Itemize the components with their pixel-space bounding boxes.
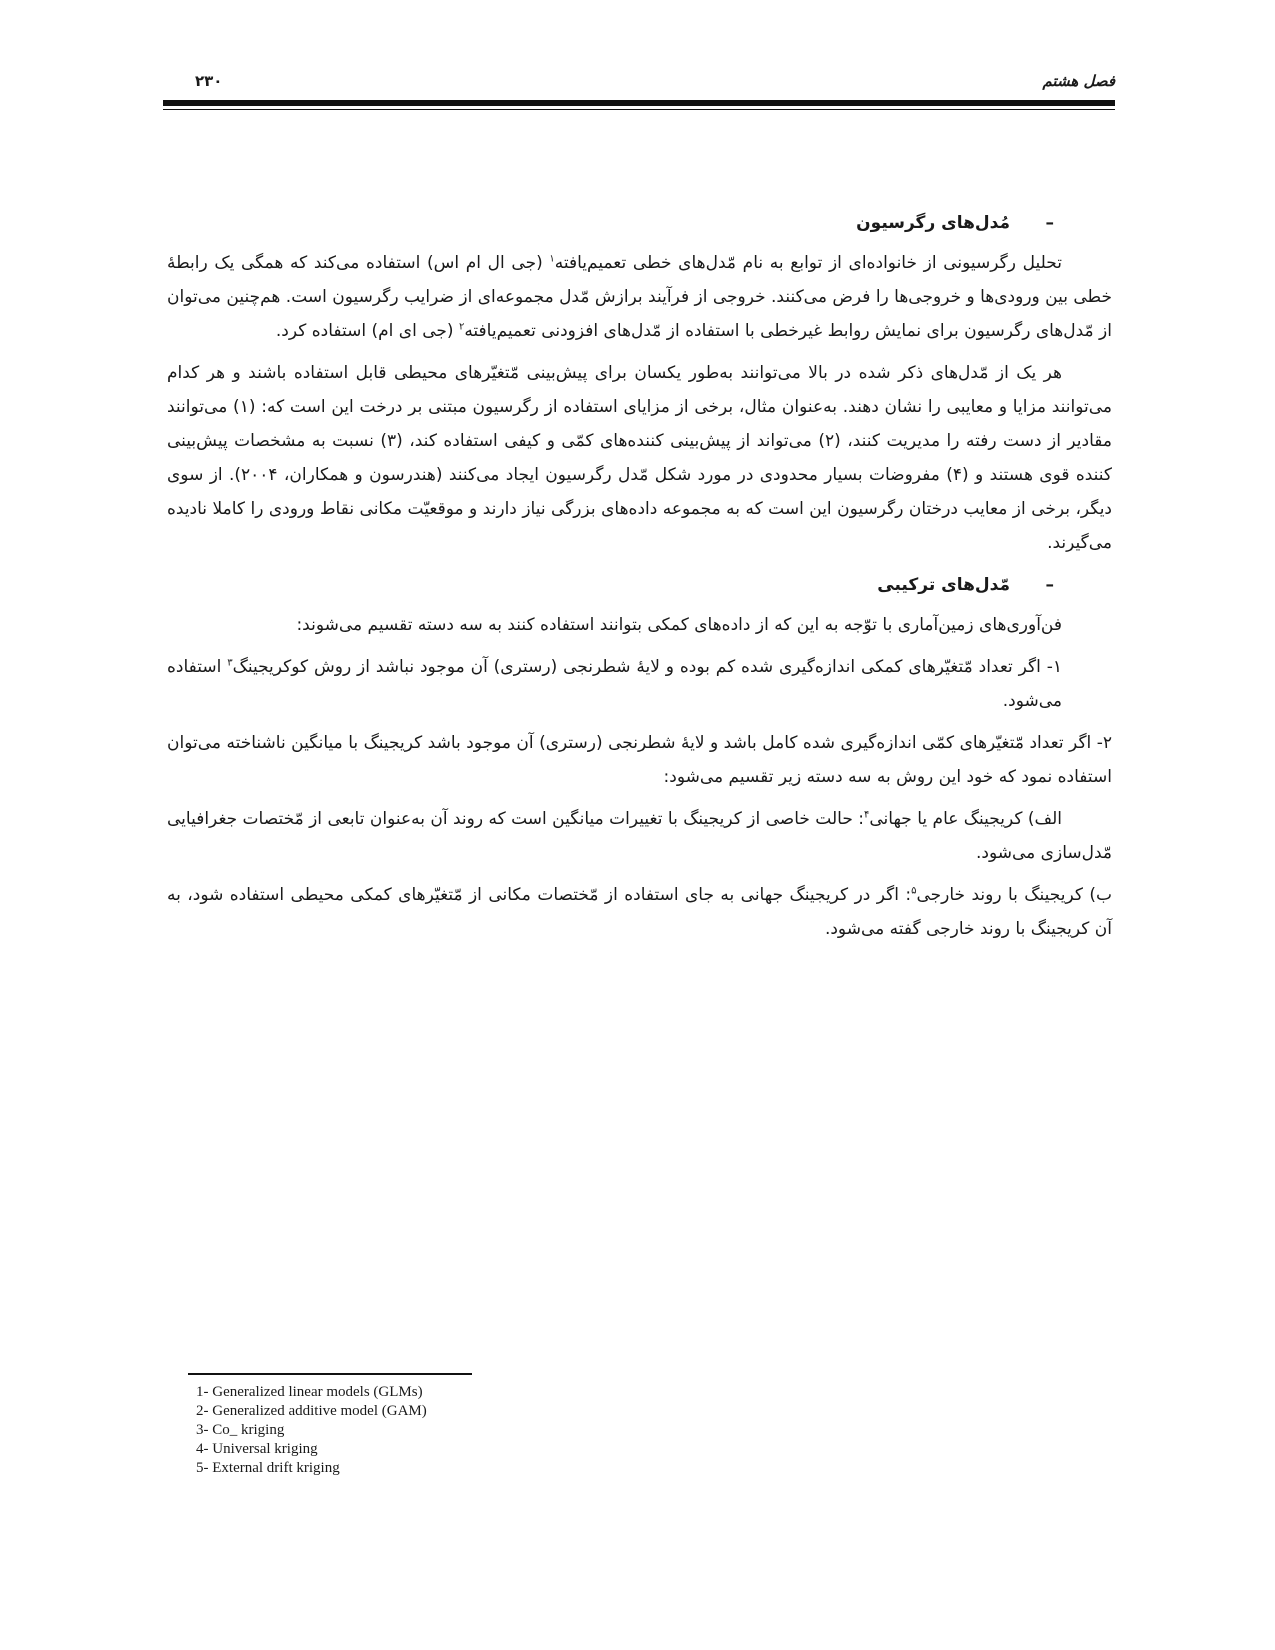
chapter-title: فصل هشتم: [1042, 72, 1115, 90]
heading-text: مّدل‌های ترکیبی: [877, 575, 1010, 595]
list-item-1: [167, 650, 1112, 718]
text-run: ب) کریجینگ با روند خارجی: [916, 885, 1112, 905]
list-item-2: ۲- اگر تعداد مّتغیّرهای کمّی اندازه‌گیری شده کامل باشد و لایهٔ شطرنجی (رستری) آن موجود باشد کریجینگ با میانگین ناشناخته می‌توان استفاده نمود که خود این روش به سه دسته زیر تقسیم می‌شود:: [167, 733, 1112, 787]
page-number: ۲۳۰: [195, 72, 223, 90]
text-run: استفاده می‌شود.: [167, 657, 1062, 711]
footnote-4: 4- Universal kriging: [196, 1441, 318, 1457]
header-rule-thick: [163, 100, 1115, 106]
footnote-5: 5- External drift kriging: [196, 1460, 340, 1476]
paragraph-alef: [167, 802, 1112, 870]
text-run: (جی ال ام اس) استفاده می‌کند که همگی یک رابطهٔ خطی بین ورودی‌ها و خروجی‌ها را فرض می‌کنند. خروجی از فرآیند برازش مّدل مجموعه‌ای از ضرایب رگرسیون است. هم‌چنین می‌توان از مّدل‌های رگرسیون برای نمایش روابط غیرخطی با استفاده از مّدل‌های افزودنی تعمیم‌یافته: [167, 253, 1112, 341]
paragraph-be: [167, 878, 1112, 946]
footnote-ref: ۵: [911, 885, 917, 897]
paragraph-regression-2: هر یک از مّدل‌های ذکر شده در بالا می‌توانند به‌طور یکسان برای پیش‌بینی مّتغیّرهای محیطی قابل استفاده باشند و هر کدام می‌توانند مزایا و معایبی را نشان دهند. به‌عنوان مثال، برخی از مزایای استفاده از رگرسیون مبتنی بر درخت این است که: (۱) می‌توانند مقادیر از دست رفته را مدیریت کنند، (۲) می‌تواند از پیش‌بینی کننده‌های کمّی و کیفی استفاده کند، (۳) نسبت به مشخصات پیش‌بینی کننده قوی هستند و (۴) مفروضات بسیار محدودی در مورد شکل مّدل رگرسیون ایجاد می‌کنند (هندرسون و همکاران، ۲۰۰۴). از سوی دیگر، برخی از معایب درختان رگرسیون این است که به مجموعه داده‌های بزرگی نیاز دارند و موقعیّت مکانی نقاط ورودی را کاملا نادیده می‌گیرند.: [167, 363, 1113, 553]
heading-dash: –: [1045, 213, 1054, 233]
footnote-ref: ۴: [864, 809, 870, 821]
heading-text: مُدل‌های رگرسیون: [856, 213, 1010, 233]
section-heading-regression: [167, 206, 1112, 240]
text-run: : اگر در کریجینگ جهانی به جای استفاده از مّختصات مکانی از مّتغیّرهای کمکی محیطی استفاده شود، به آن کریجینگ با روند خارجی گفته می‌شود.: [167, 885, 1112, 939]
section-heading-hybrid: [167, 568, 1112, 602]
footnote-1: 1- Generalized linear models (GLMs): [196, 1384, 423, 1400]
footnote-ref: ۳: [227, 657, 233, 669]
footnotes: [196, 1383, 427, 1478]
footnote-rule: [188, 1373, 472, 1375]
heading-dash: –: [1045, 575, 1054, 595]
footnote-ref: ۱: [549, 253, 555, 265]
text-run: : حالت خاصی از کریجینگ با تغییرات میانگین است که روند آن به‌عنوان تابعی از مّختصات جغرافیایی مّدل‌سازی می‌شود.: [167, 809, 1112, 863]
text-run: الف) کریجینگ عام یا جهانی: [869, 809, 1062, 829]
paragraph-regression-1: [167, 246, 1112, 348]
body-text: [167, 206, 1112, 954]
header-rule-thin: [163, 109, 1115, 110]
footnote-2: 2- Generalized additive model (GAM): [196, 1403, 427, 1419]
paragraph-hybrid-intro: فن‌آوری‌های زمین‌آماری با توّجه به این که از داده‌های کمکی بتوانند استفاده کنند به سه دسته تقسیم می‌شوند:: [296, 615, 1062, 635]
text-run: تحلیل رگرسیونی از خانواده‌ای از توابع به نام مّدل‌های خطی تعمیم‌یافته: [554, 253, 1062, 273]
footnote-ref: ۲: [458, 321, 465, 333]
text-run: (جی ای ام) استفاده کرد.: [275, 321, 459, 341]
running-header: [163, 72, 1115, 96]
footnote-3: 3- Co_ kriging: [196, 1422, 285, 1438]
text-run: ۱- اگر تعداد مّتغیّرهای کمکی اندازه‌گیری شده کم بوده و لایهٔ شطرنجی (رستری) آن موجود نباشد از روش کوکریجینگ: [232, 657, 1062, 677]
